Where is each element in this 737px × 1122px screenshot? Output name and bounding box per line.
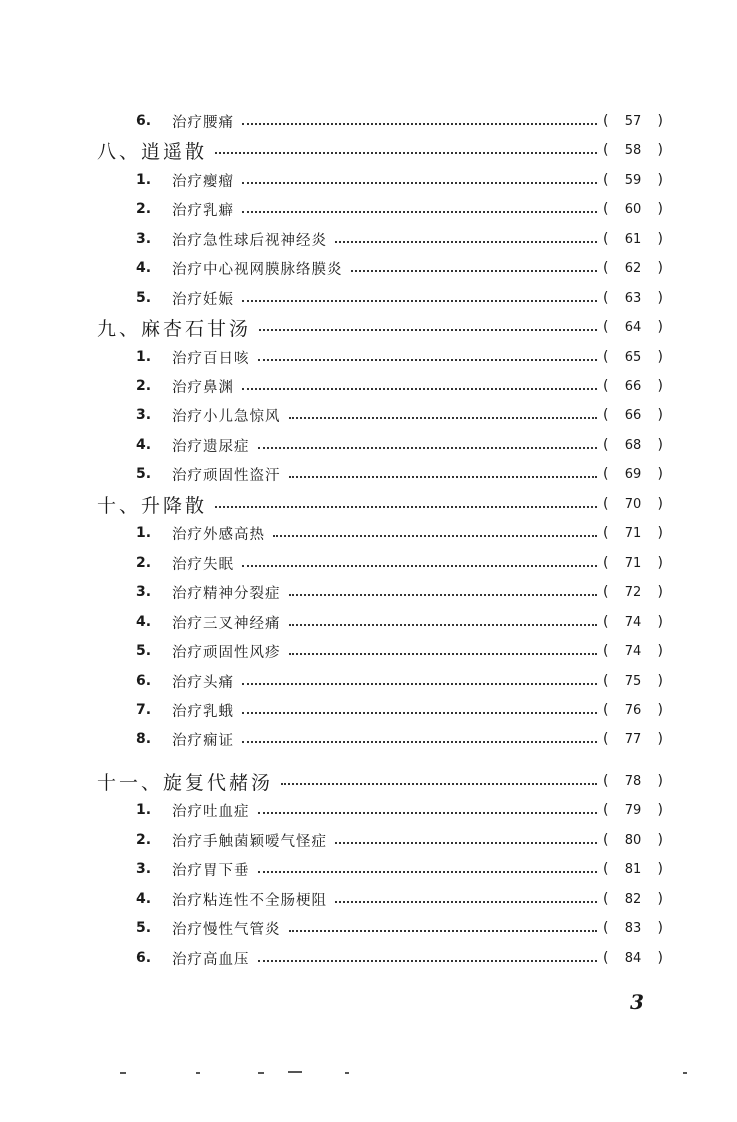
dot-leader — [281, 783, 597, 785]
page-ref-number: 82 — [624, 891, 642, 907]
toc-item-title: 治疗顽固性盗汗 — [172, 467, 281, 484]
toc-item-number: 5. — [136, 643, 152, 659]
toc-item-entry[interactable] — [0, 797, 737, 823]
toc-item-title: 治疗粘连性不全肠梗阻 — [172, 892, 327, 909]
paren-close: ) — [657, 290, 663, 306]
toc-item-entry[interactable] — [0, 520, 737, 546]
dot-leader — [258, 447, 597, 449]
dot-leader — [273, 535, 597, 537]
toc-item-title: 治疗急性球后视神经炎 — [172, 232, 327, 249]
paren-open: ( — [603, 201, 609, 217]
paren-close: ) — [657, 378, 663, 394]
paren-close: ) — [657, 437, 663, 453]
toc-item-title: 治疗头痛 — [172, 674, 234, 691]
toc-item-title: 治疗胃下垂 — [172, 862, 250, 879]
paren-open: ( — [603, 290, 609, 306]
toc-item-title: 治疗腰痛 — [172, 114, 234, 131]
paren-close: ) — [657, 231, 663, 247]
toc-item-title: 治疗外感高热 — [172, 526, 265, 543]
page-ref-number: 58 — [624, 142, 642, 158]
paren-close: ) — [657, 172, 663, 188]
toc-page-ref — [603, 920, 663, 936]
toc-item-entry[interactable] — [0, 167, 737, 193]
paren-open: ( — [603, 172, 609, 188]
paren-open: ( — [603, 466, 609, 482]
toc-section-entry[interactable] — [0, 314, 737, 340]
toc-item-number: 2. — [136, 555, 152, 571]
dot-leader — [289, 653, 597, 655]
dot-leader — [242, 712, 597, 714]
paren-close: ) — [657, 731, 663, 747]
paren-close: ) — [657, 950, 663, 966]
dot-leader — [289, 930, 597, 932]
dot-leader — [215, 152, 597, 154]
paren-close: ) — [657, 643, 663, 659]
paren-open: ( — [603, 832, 609, 848]
dot-leader — [258, 960, 597, 962]
scan-speck — [345, 1072, 349, 1074]
toc-item-entry[interactable] — [0, 638, 737, 664]
toc-item-title: 治疗小儿急惊风 — [172, 408, 281, 425]
toc-page-ref — [603, 172, 663, 188]
toc-item-title: 治疗失眠 — [172, 556, 234, 573]
toc-item-number: 5. — [136, 290, 152, 306]
toc-item-number: 2. — [136, 378, 152, 394]
toc-item-entry[interactable] — [0, 461, 737, 487]
paren-open: ( — [603, 496, 609, 512]
toc-item-entry[interactable] — [0, 108, 737, 134]
toc-item-entry[interactable] — [0, 226, 737, 252]
paren-open: ( — [603, 555, 609, 571]
page-ref-number: 62 — [624, 260, 642, 276]
toc-page-ref — [603, 773, 663, 789]
paren-close: ) — [657, 832, 663, 848]
page-ref-number: 61 — [624, 231, 642, 247]
toc-item-number: 3. — [136, 584, 152, 600]
toc-item-number: 4. — [136, 891, 152, 907]
toc-item-entry[interactable] — [0, 945, 737, 971]
dot-leader — [289, 476, 597, 478]
paren-open: ( — [603, 702, 609, 718]
paren-open: ( — [603, 614, 609, 630]
toc-item-title: 治疗精神分裂症 — [172, 585, 281, 602]
paren-open: ( — [603, 673, 609, 689]
toc-item-title: 治疗吐血症 — [172, 803, 250, 820]
toc-page-ref — [603, 614, 663, 630]
toc-item-entry[interactable] — [0, 827, 737, 853]
toc-item-number: 3. — [136, 861, 152, 877]
paren-open: ( — [603, 378, 609, 394]
page-ref-number: 69 — [624, 466, 642, 482]
paren-open: ( — [603, 231, 609, 247]
paren-close: ) — [657, 496, 663, 512]
scan-speck — [258, 1072, 264, 1074]
dot-leader — [242, 211, 597, 213]
page-ref-number: 68 — [624, 437, 642, 453]
toc-page-ref — [603, 525, 663, 541]
toc-item-number: 4. — [136, 260, 152, 276]
dot-leader — [242, 123, 597, 125]
toc-page-ref — [603, 555, 663, 571]
toc-item-entry[interactable] — [0, 726, 737, 752]
page-ref-number: 65 — [624, 349, 642, 365]
toc-page-ref — [603, 702, 663, 718]
toc-item-number: 1. — [136, 525, 152, 541]
page-ref-number: 59 — [624, 172, 642, 188]
dot-leader — [351, 270, 597, 272]
toc-section-title: 十一、旋复代赭汤 — [97, 771, 274, 794]
toc-item-entry[interactable] — [0, 609, 737, 635]
page-ref-number: 70 — [624, 496, 642, 512]
scan-speck — [120, 1072, 126, 1074]
toc-section-entry[interactable] — [0, 137, 737, 163]
toc-section-entry[interactable] — [0, 768, 737, 794]
toc-item-number: 3. — [136, 407, 152, 423]
dot-leader — [242, 300, 597, 302]
paren-close: ) — [657, 673, 663, 689]
paren-open: ( — [603, 773, 609, 789]
scan-speck — [196, 1072, 200, 1074]
toc-item-title: 治疗瘿瘤 — [172, 173, 234, 190]
toc-item-title: 治疗慢性气管炎 — [172, 921, 281, 938]
toc-page-ref — [603, 231, 663, 247]
toc-page-ref — [603, 349, 663, 365]
dot-leader — [335, 241, 597, 243]
toc-item-number: 4. — [136, 614, 152, 630]
toc-page-ref — [603, 201, 663, 217]
paren-close: ) — [657, 466, 663, 482]
paren-open: ( — [603, 731, 609, 747]
paren-open: ( — [603, 525, 609, 541]
paren-open: ( — [603, 950, 609, 966]
toc-item-entry[interactable] — [0, 856, 737, 882]
toc-page-ref — [603, 260, 663, 276]
dot-leader — [335, 901, 597, 903]
dot-leader — [242, 388, 597, 390]
toc-item-number: 6. — [136, 113, 152, 129]
toc-item-entry[interactable] — [0, 915, 737, 941]
paren-open: ( — [603, 260, 609, 276]
paren-close: ) — [657, 349, 663, 365]
toc-page-ref — [603, 891, 663, 907]
toc-item-entry[interactable] — [0, 285, 737, 311]
toc-section-title: 十、升降散 — [97, 494, 208, 517]
dot-leader — [215, 506, 597, 508]
page-ref-number: 77 — [624, 731, 642, 747]
toc-section-entry[interactable] — [0, 491, 737, 517]
page-ref-number: 76 — [624, 702, 642, 718]
dot-leader — [258, 359, 597, 361]
paren-open: ( — [603, 802, 609, 818]
toc-item-title: 治疗乳癖 — [172, 202, 234, 219]
toc-page-ref — [603, 113, 663, 129]
paren-open: ( — [603, 319, 609, 335]
dot-leader — [258, 871, 597, 873]
page-ref-number: 64 — [624, 319, 642, 335]
toc-page-ref — [603, 319, 663, 335]
paren-close: ) — [657, 702, 663, 718]
paren-open: ( — [603, 349, 609, 365]
toc-item-entry[interactable] — [0, 550, 737, 576]
page-ref-number: 66 — [624, 378, 642, 394]
toc-item-title: 治疗手触菌颖嗳气怪症 — [172, 833, 327, 850]
dot-leader — [289, 594, 597, 596]
toc-item-title: 治疗百日咳 — [172, 350, 250, 367]
toc-item-entry[interactable] — [0, 196, 737, 222]
page-ref-number: 79 — [624, 802, 642, 818]
toc-item-number: 3. — [136, 231, 152, 247]
page-ref-number: 63 — [624, 290, 642, 306]
toc-item-entry[interactable] — [0, 432, 737, 458]
toc-item-number: 2. — [136, 832, 152, 848]
toc-item-number: 1. — [136, 349, 152, 365]
paren-close: ) — [657, 260, 663, 276]
paren-close: ) — [657, 113, 663, 129]
paren-open: ( — [603, 437, 609, 453]
toc-page-ref — [603, 832, 663, 848]
page-ref-number: 74 — [624, 643, 642, 659]
toc-item-number: 6. — [136, 950, 152, 966]
scan-speck — [683, 1072, 687, 1074]
toc-item-title: 治疗三叉神经痛 — [172, 615, 281, 632]
paren-open: ( — [603, 407, 609, 423]
toc-page-ref — [603, 466, 663, 482]
page-ref-number: 81 — [624, 861, 642, 877]
toc-section-title: 八、逍遥散 — [97, 140, 208, 163]
toc-page-ref — [603, 673, 663, 689]
toc-item-title: 治疗痫证 — [172, 732, 234, 749]
dot-leader — [242, 741, 597, 743]
paren-close: ) — [657, 584, 663, 600]
toc-page-ref — [603, 584, 663, 600]
toc-page-ref — [603, 950, 663, 966]
paren-open: ( — [603, 113, 609, 129]
toc-item-entry[interactable] — [0, 886, 737, 912]
toc-item-title: 治疗高血压 — [172, 951, 250, 968]
paren-close: ) — [657, 861, 663, 877]
toc-page-ref — [603, 290, 663, 306]
paren-close: ) — [657, 407, 663, 423]
toc-item-number: 1. — [136, 172, 152, 188]
paren-open: ( — [603, 584, 609, 600]
toc-item-title: 治疗遗尿症 — [172, 438, 250, 455]
toc-page-ref — [603, 861, 663, 877]
paren-close: ) — [657, 525, 663, 541]
page-ref-number: 80 — [624, 832, 642, 848]
paren-open: ( — [603, 891, 609, 907]
toc-item-number: 5. — [136, 920, 152, 936]
toc-item-entry[interactable] — [0, 373, 737, 399]
dot-leader — [289, 417, 597, 419]
toc-page-ref — [603, 802, 663, 818]
page-ref-number: 72 — [624, 584, 642, 600]
page-ref-number: 71 — [624, 555, 642, 571]
dot-leader — [242, 683, 597, 685]
toc-item-title: 治疗妊娠 — [172, 291, 234, 308]
page-ref-number: 71 — [624, 525, 642, 541]
toc-page-ref — [603, 407, 663, 423]
toc-item-title: 治疗乳蛾 — [172, 703, 234, 720]
toc-item-entry[interactable] — [0, 579, 737, 605]
toc-item-number: 1. — [136, 802, 152, 818]
toc-item-number: 7. — [136, 702, 152, 718]
paren-open: ( — [603, 142, 609, 158]
paren-close: ) — [657, 319, 663, 335]
page-ref-number: 75 — [624, 673, 642, 689]
paren-close: ) — [657, 142, 663, 158]
page-ref-number: 83 — [624, 920, 642, 936]
toc-item-title: 治疗鼻渊 — [172, 379, 234, 396]
dot-leader — [242, 182, 597, 184]
toc-item-entry[interactable] — [0, 344, 737, 370]
paren-close: ) — [657, 891, 663, 907]
paren-close: ) — [657, 773, 663, 789]
dot-leader — [242, 565, 597, 567]
toc-item-title: 治疗中心视网膜脉络膜炎 — [172, 261, 343, 278]
paren-close: ) — [657, 555, 663, 571]
toc-item-entry[interactable] — [0, 402, 737, 428]
toc-item-number: 6. — [136, 673, 152, 689]
toc-item-entry[interactable] — [0, 668, 737, 694]
toc-item-title: 治疗顽固性风疹 — [172, 644, 281, 661]
dot-leader — [289, 624, 597, 626]
page-ref-number: 66 — [624, 407, 642, 423]
toc-item-number: 2. — [136, 201, 152, 217]
toc-page-ref — [603, 731, 663, 747]
page-ref-number: 78 — [624, 773, 642, 789]
paren-close: ) — [657, 802, 663, 818]
paren-close: ) — [657, 201, 663, 217]
toc-item-number: 5. — [136, 466, 152, 482]
page-number: 3 — [630, 990, 644, 1014]
paren-close: ) — [657, 920, 663, 936]
toc-item-number: 4. — [136, 437, 152, 453]
paren-open: ( — [603, 861, 609, 877]
paren-open: ( — [603, 920, 609, 936]
toc-item-number: 8. — [136, 731, 152, 747]
toc-page-ref — [603, 142, 663, 158]
toc-page-ref — [603, 643, 663, 659]
dot-leader — [335, 842, 597, 844]
scan-speck — [288, 1071, 302, 1073]
page-ref-number: 84 — [624, 950, 642, 966]
page-ref-number: 57 — [624, 113, 642, 129]
dot-leader — [259, 329, 597, 331]
toc-item-entry[interactable] — [0, 697, 737, 723]
paren-close: ) — [657, 614, 663, 630]
page-ref-number: 60 — [624, 201, 642, 217]
paren-open: ( — [603, 643, 609, 659]
toc-page-ref — [603, 496, 663, 512]
toc-page-ref — [603, 378, 663, 394]
toc-section-title: 九、麻杏石甘汤 — [97, 317, 252, 340]
toc-page-ref — [603, 437, 663, 453]
dot-leader — [258, 812, 597, 814]
page-ref-number: 74 — [624, 614, 642, 630]
toc-item-entry[interactable] — [0, 255, 737, 281]
